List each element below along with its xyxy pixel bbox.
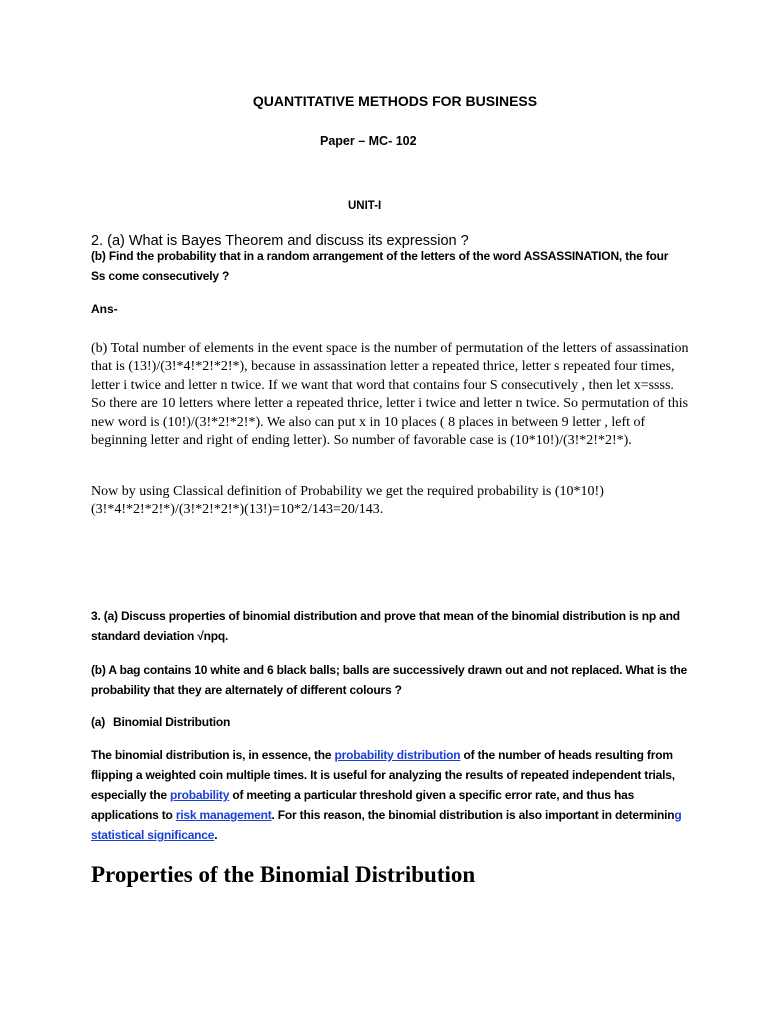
question-2b-suffix: , the four Ss come consecutively ? [91,249,669,283]
answer-paragraph-2: Now by using Classical definition of Probability we get the required probability is (10*10!)(3!*4!*2!*2!*)/(3!*2!*2!*)(13!)=10*2/143=20/143. [91,484,604,518]
section-number: (a) [91,715,106,729]
answer-label: Ans- [91,302,118,316]
link-probability[interactable]: probability [170,788,230,802]
para-text-3: of meeting a particular threshold given a specific error rate, and thus has applications to [91,788,635,822]
section-heading-binomial [91,712,230,732]
para-text-1: The binomial distribution is, in essence, the [91,748,335,762]
question-3a: 3. (a) Discuss properties of binomial distribution and prove that mean of the binomial distribution is np and standard deviation √npq. [91,609,680,643]
binomial-paragraph [91,745,691,845]
section-title: Binomial Distribution [113,715,231,729]
properties-heading: Properties of the Binomial Distribution [91,862,476,887]
unit-label: UNIT-I [348,200,382,212]
document-title: QUANTITATIVE METHODS FOR BUSINESS [252,93,538,109]
question-2a: 2. (a) What is Bayes Theorem and discuss its expression ? [91,233,469,249]
question-3b: (b) A bag contains 10 white and 6 black balls; balls are successively drawn out and not replaced. What is the probability that they are alternately of different colours ? [91,663,688,697]
link-risk-management[interactable]: risk management [175,808,272,822]
link-probability-distribution[interactable]: probability distribution [334,748,461,762]
answer-paragraph-1: (b) Total number of elements in the event space is the number of permutation of the letters of assassination that is (13!)/(3!*4!*2!*2!*), because in assassination letter a repeated thrice, letter s repeated four times, letter i twice and letter n twice. If we want that word that contains four S consecutively , then let x=ssss. So there are 10 letters where letter a repeated thrice, letter i twice and letter n twice. So permutation of this new word is (10!)/(3!*2!*2!*). We also can put x in 10 places ( 8 places in between 9 letter , left of beginning letter and right of ending letter). So number of favorable case is (10*10!)/(3!*2!*2!*). [91,341,689,449]
question-2b [91,246,681,286]
para-text-4: . For this reason, the binomial distribution is also important in determinin [271,808,675,822]
question-2b-prefix: (b) Find the probability that in a random arrangement of the letters of the word [91,249,524,263]
para-text-5: . [214,828,218,842]
link-statistical-significance[interactable]: g statistical significance [91,808,682,842]
question-2b-word: ASSASSINATION [523,249,619,263]
paper-code: Paper – MC- 102 [320,134,417,148]
para-text-2: of the number of heads resulting from flipping a weighted coin multiple times. It is useful for analyzing the results of repeated independent trials, especially the [91,748,675,802]
